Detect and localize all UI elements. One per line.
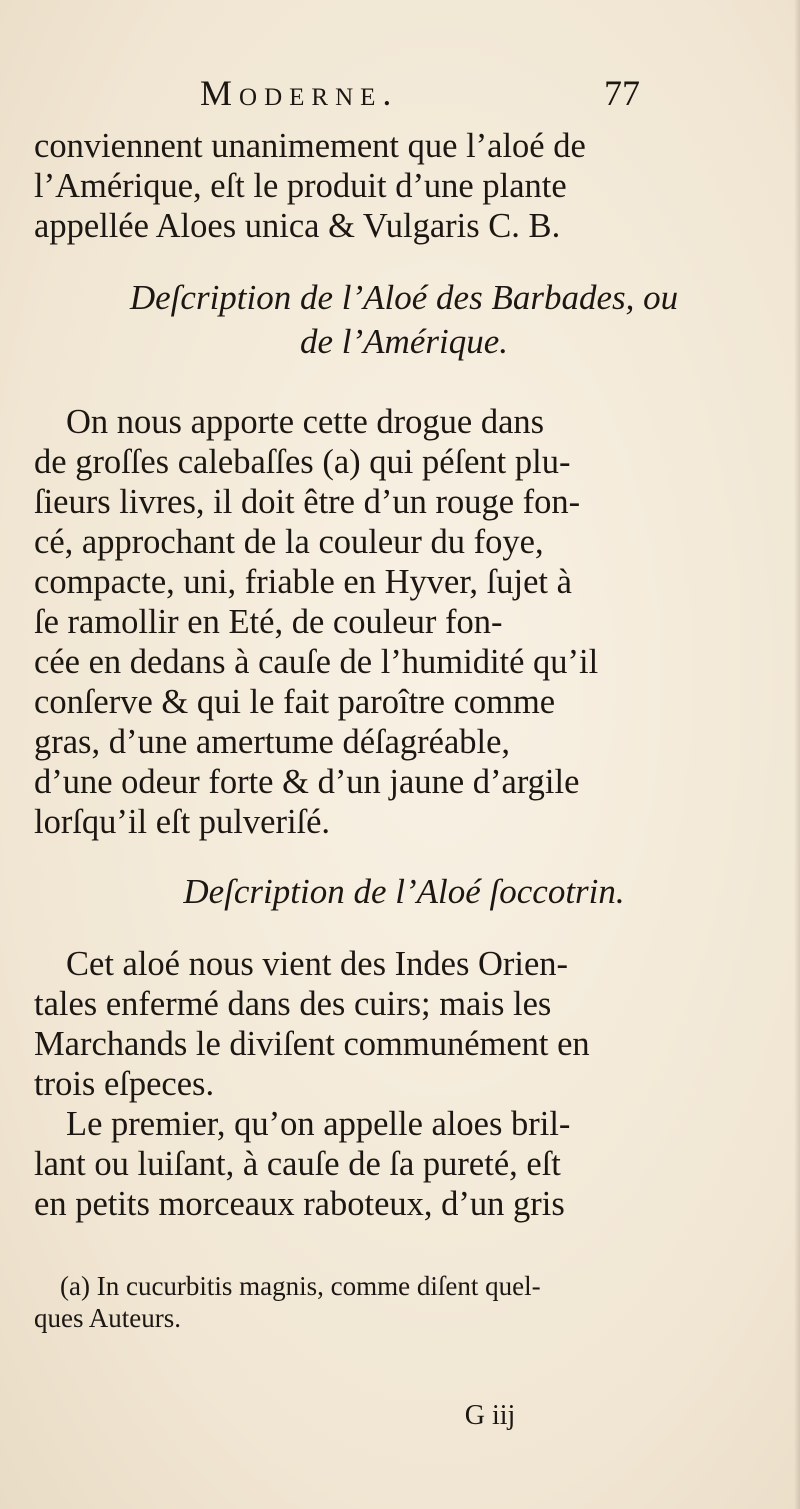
- footnote-cont: ques Auteurs.: [34, 1303, 181, 1333]
- signature-mark: G iij: [464, 1400, 516, 1431]
- body-line: ſieurs livres, il doit être d’un rouge fon-: [34, 483, 581, 521]
- body-line: Marchands le diviſent communément en: [34, 1025, 590, 1063]
- body-line: On nous apporte cette drogue dans: [66, 403, 545, 441]
- body-line: d’une odeur forte & d’un jaune d’argile: [34, 763, 580, 801]
- page-header: [200, 72, 640, 112]
- body-line: ſe ramollir en Eté, de couleur fon-: [34, 603, 503, 641]
- body-line: Cet aloé nous vient des Indes Orien-: [66, 945, 569, 983]
- body-line: trois eſpeces.: [34, 1065, 215, 1103]
- page-edge-shadow: [794, 0, 800, 1509]
- body-line: Le premier, qu’on appelle aloes bril-: [66, 1105, 571, 1143]
- body-line: appellée Aloes unica & Vulgaris C. B.: [34, 207, 561, 245]
- footnote: (a) In cucurbitis magnis, comme diſent quel-: [60, 1271, 541, 1301]
- body-line: lorſqu’il eſt pulveriſé.: [34, 803, 331, 841]
- body-line: de groſſes calebaſſes (a) qui péſent plu-: [34, 443, 571, 481]
- body-line: en petits morceaux raboteux, d’un gris: [34, 1185, 565, 1223]
- page-number: 77: [604, 73, 640, 113]
- section-heading-soccotrin: Deſcription de l’Aloé ſoccotrin.: [183, 872, 625, 911]
- body-line: lant ou luiſant, à cauſe de ſa pureté, eſt: [34, 1145, 561, 1183]
- body-line: compacte, uni, friable en Hyver, ſujet à: [34, 563, 572, 601]
- body-line: cé, approchant de la couleur du foye,: [34, 523, 544, 561]
- body-line: conviennent unanimement que l’aloé de: [34, 127, 586, 165]
- body-line: cée en dedans à cauſe de l’humidité qu’il: [34, 643, 599, 681]
- body-line: conſerve & qui le fait paroître comme: [34, 683, 556, 721]
- body-line: gras, d’une amertume déſagréable,: [34, 723, 511, 761]
- running-head: Moderne.: [200, 73, 399, 113]
- section-heading-barbades-cont: de l’Amérique.: [300, 322, 508, 361]
- section-heading-barbades: Deſcription de l’Aloé des Barbades, ou: [129, 278, 679, 317]
- body-line: l’Amérique, eſt le produit d’une plante: [34, 167, 567, 205]
- body-line: tales enfermé dans des cuirs; mais les: [34, 985, 552, 1023]
